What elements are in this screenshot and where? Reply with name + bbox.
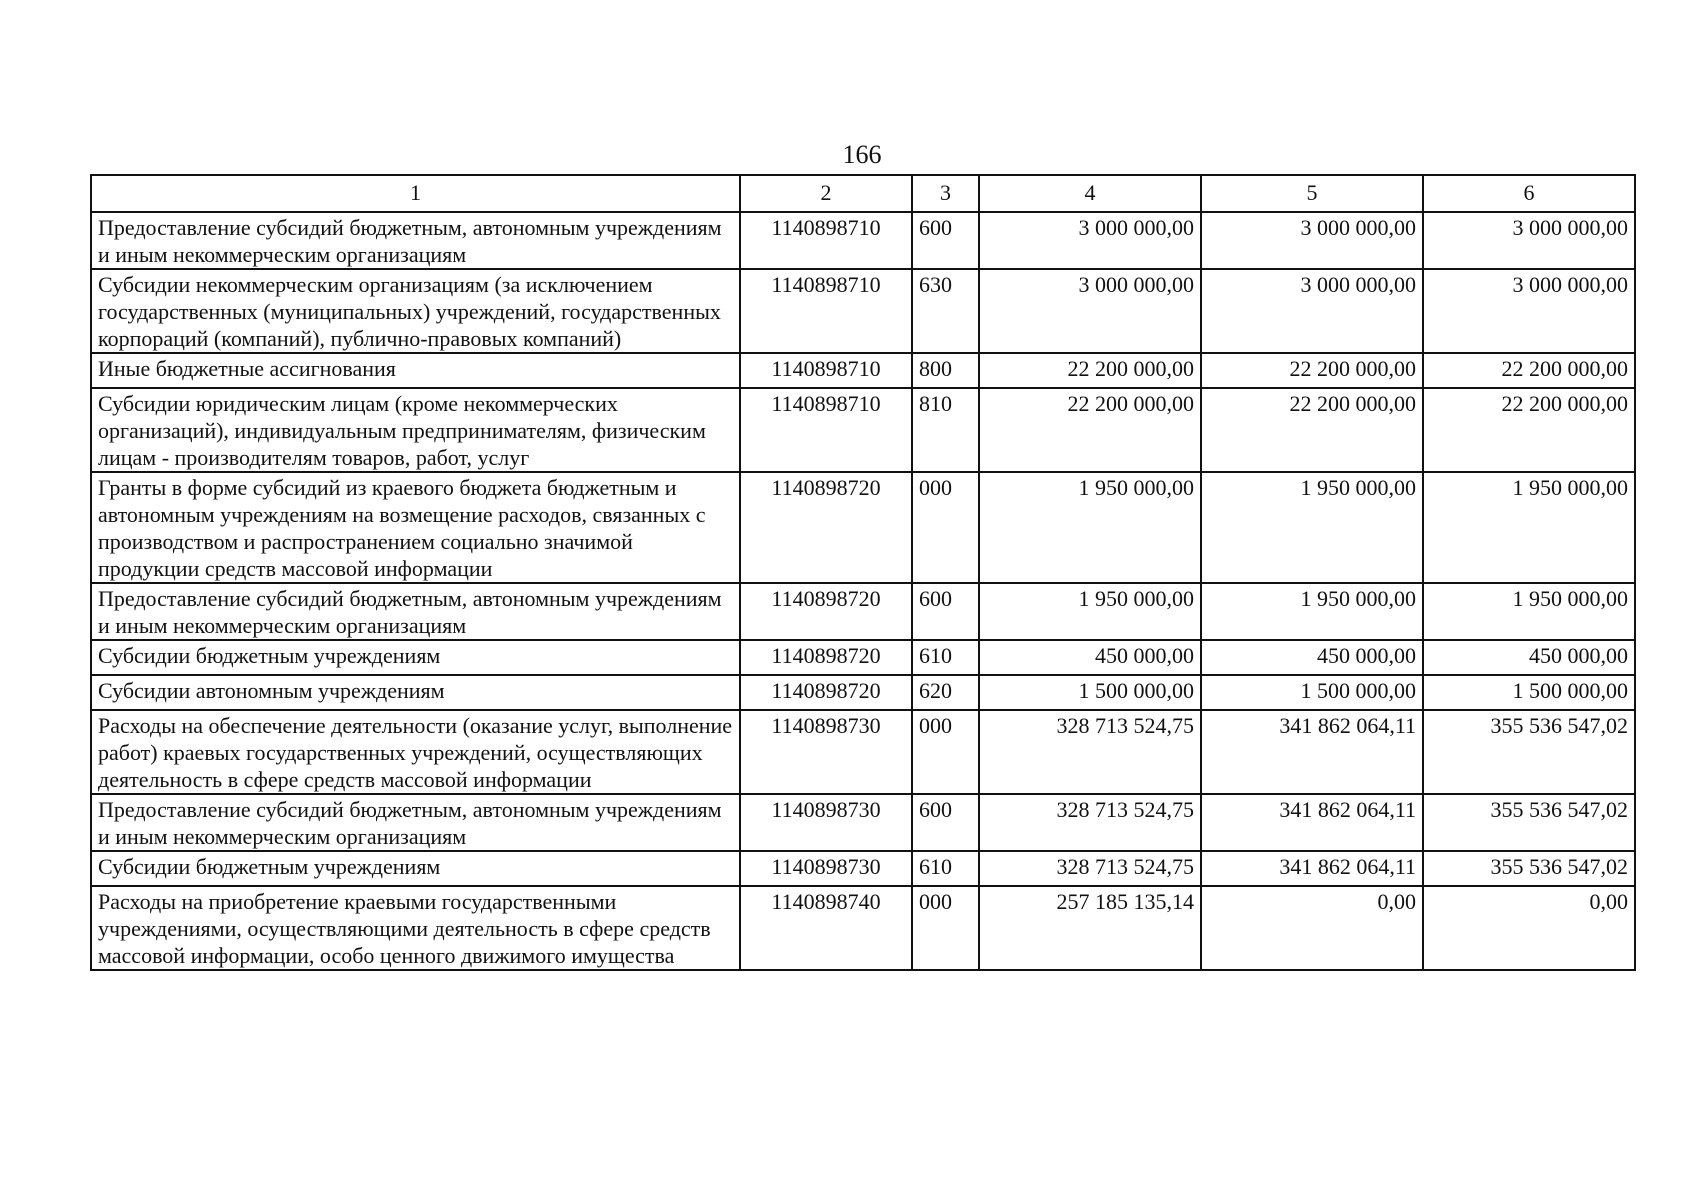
expense-name: Иные бюджетные ассигнования bbox=[91, 353, 740, 388]
column-header: 3 bbox=[912, 175, 979, 212]
table-row bbox=[91, 583, 1635, 640]
target-code: 1140898720 bbox=[740, 472, 912, 583]
amount-col5: 341 862 064,11 bbox=[1201, 794, 1423, 851]
column-header: 2 bbox=[740, 175, 912, 212]
amount-col4: 3 000 000,00 bbox=[979, 212, 1201, 269]
amount-col4: 3 000 000,00 bbox=[979, 269, 1201, 353]
table-row bbox=[91, 353, 1635, 388]
expense-name: Субсидии автономным учреждениям bbox=[91, 675, 740, 710]
target-code: 1140898730 bbox=[740, 794, 912, 851]
amount-col5: 0,00 bbox=[1201, 886, 1423, 970]
table-row bbox=[91, 886, 1635, 970]
expense-name: Субсидии бюджетным учреждениям bbox=[91, 640, 740, 675]
column-header: 6 bbox=[1423, 175, 1635, 212]
amount-col4: 328 713 524,75 bbox=[979, 710, 1201, 794]
target-code: 1140898720 bbox=[740, 675, 912, 710]
amount-col6: 355 536 547,02 bbox=[1423, 710, 1635, 794]
amount-col5: 1 950 000,00 bbox=[1201, 583, 1423, 640]
column-header: 5 bbox=[1201, 175, 1423, 212]
table-row bbox=[91, 794, 1635, 851]
expense-kind: 600 bbox=[912, 212, 979, 269]
table-row bbox=[91, 269, 1635, 353]
amount-col6: 1 950 000,00 bbox=[1423, 583, 1635, 640]
amount-col5: 1 950 000,00 bbox=[1201, 472, 1423, 583]
amount-col6: 0,00 bbox=[1423, 886, 1635, 970]
expense-kind: 600 bbox=[912, 583, 979, 640]
column-header: 4 bbox=[979, 175, 1201, 212]
amount-col5: 1 500 000,00 bbox=[1201, 675, 1423, 710]
budget-table bbox=[90, 174, 1636, 971]
amount-col4: 22 200 000,00 bbox=[979, 353, 1201, 388]
table-row bbox=[91, 212, 1635, 269]
expense-name: Субсидии бюджетным учреждениям bbox=[91, 851, 740, 886]
amount-col5: 22 200 000,00 bbox=[1201, 353, 1423, 388]
page-number: 166 bbox=[842, 140, 882, 169]
expense-name: Субсидии некоммерческим организациям (за исключением государственных (муниципальных) учреждений, государственных корпораций (компаний), публично-правовых компаний) bbox=[91, 269, 740, 353]
amount-col6: 355 536 547,02 bbox=[1423, 851, 1635, 886]
amount-col5: 450 000,00 bbox=[1201, 640, 1423, 675]
column-header: 1 bbox=[91, 175, 740, 212]
amount-col4: 328 713 524,75 bbox=[979, 851, 1201, 886]
table-row bbox=[91, 851, 1635, 886]
table-row bbox=[91, 710, 1635, 794]
expense-name: Предоставление субсидий бюджетным, автономным учреждениям и иным некоммерческим организациям bbox=[91, 212, 740, 269]
table-row bbox=[91, 388, 1635, 472]
expense-kind: 000 bbox=[912, 472, 979, 583]
amount-col6: 1 950 000,00 bbox=[1423, 472, 1635, 583]
expense-name: Расходы на приобретение краевыми государственными учреждениями, осуществляющими деятельность в сфере средств массовой информации, особо ценного движимого имущества bbox=[91, 886, 740, 970]
amount-col5: 341 862 064,11 bbox=[1201, 851, 1423, 886]
target-code: 1140898730 bbox=[740, 851, 912, 886]
expense-name: Гранты в форме субсидий из краевого бюджета бюджетным и автономным учреждениям на возмещение расходов, связанных с производством и распространением социально значимой продукции средств массовой информации bbox=[91, 472, 740, 583]
amount-col4: 1 500 000,00 bbox=[979, 675, 1201, 710]
expense-kind: 810 bbox=[912, 388, 979, 472]
amount-col5: 3 000 000,00 bbox=[1201, 269, 1423, 353]
table-row bbox=[91, 675, 1635, 710]
amount-col4: 257 185 135,14 bbox=[979, 886, 1201, 970]
expense-kind: 620 bbox=[912, 675, 979, 710]
target-code: 1140898730 bbox=[740, 710, 912, 794]
amount-col4: 1 950 000,00 bbox=[979, 472, 1201, 583]
expense-name: Расходы на обеспечение деятельности (оказание услуг, выполнение работ) краевых государственных учреждений, осуществляющих деятельность в сфере средств массовой информации bbox=[91, 710, 740, 794]
amount-col6: 355 536 547,02 bbox=[1423, 794, 1635, 851]
amount-col4: 450 000,00 bbox=[979, 640, 1201, 675]
table-row bbox=[91, 640, 1635, 675]
expense-kind: 800 bbox=[912, 353, 979, 388]
amount-col6: 3 000 000,00 bbox=[1423, 212, 1635, 269]
expense-kind: 000 bbox=[912, 886, 979, 970]
expense-kind: 610 bbox=[912, 640, 979, 675]
target-code: 1140898720 bbox=[740, 583, 912, 640]
expense-kind: 630 bbox=[912, 269, 979, 353]
expense-kind: 600 bbox=[912, 794, 979, 851]
table-row bbox=[91, 472, 1635, 583]
amount-col5: 22 200 000,00 bbox=[1201, 388, 1423, 472]
target-code: 1140898710 bbox=[740, 212, 912, 269]
header-row bbox=[91, 175, 1635, 212]
amount-col5: 3 000 000,00 bbox=[1201, 212, 1423, 269]
expense-kind: 610 bbox=[912, 851, 979, 886]
target-code: 1140898720 bbox=[740, 640, 912, 675]
amount-col6: 450 000,00 bbox=[1423, 640, 1635, 675]
amount-col4: 1 950 000,00 bbox=[979, 583, 1201, 640]
expense-name: Предоставление субсидий бюджетным, автономным учреждениям и иным некоммерческим организациям bbox=[91, 794, 740, 851]
expense-name: Субсидии юридическим лицам (кроме некоммерческих организаций), индивидуальным предпринимателям, физическим лицам - производителям товаров, работ, услуг bbox=[91, 388, 740, 472]
amount-col6: 22 200 000,00 bbox=[1423, 353, 1635, 388]
target-code: 1140898710 bbox=[740, 353, 912, 388]
expense-kind: 000 bbox=[912, 710, 979, 794]
target-code: 1140898710 bbox=[740, 269, 912, 353]
amount-col5: 341 862 064,11 bbox=[1201, 710, 1423, 794]
expense-name: Предоставление субсидий бюджетным, автономным учреждениям и иным некоммерческим организациям bbox=[91, 583, 740, 640]
amount-col4: 328 713 524,75 bbox=[979, 794, 1201, 851]
target-code: 1140898710 bbox=[740, 388, 912, 472]
amount-col6: 1 500 000,00 bbox=[1423, 675, 1635, 710]
amount-col6: 22 200 000,00 bbox=[1423, 388, 1635, 472]
target-code: 1140898740 bbox=[740, 886, 912, 970]
amount-col6: 3 000 000,00 bbox=[1423, 269, 1635, 353]
amount-col4: 22 200 000,00 bbox=[979, 388, 1201, 472]
